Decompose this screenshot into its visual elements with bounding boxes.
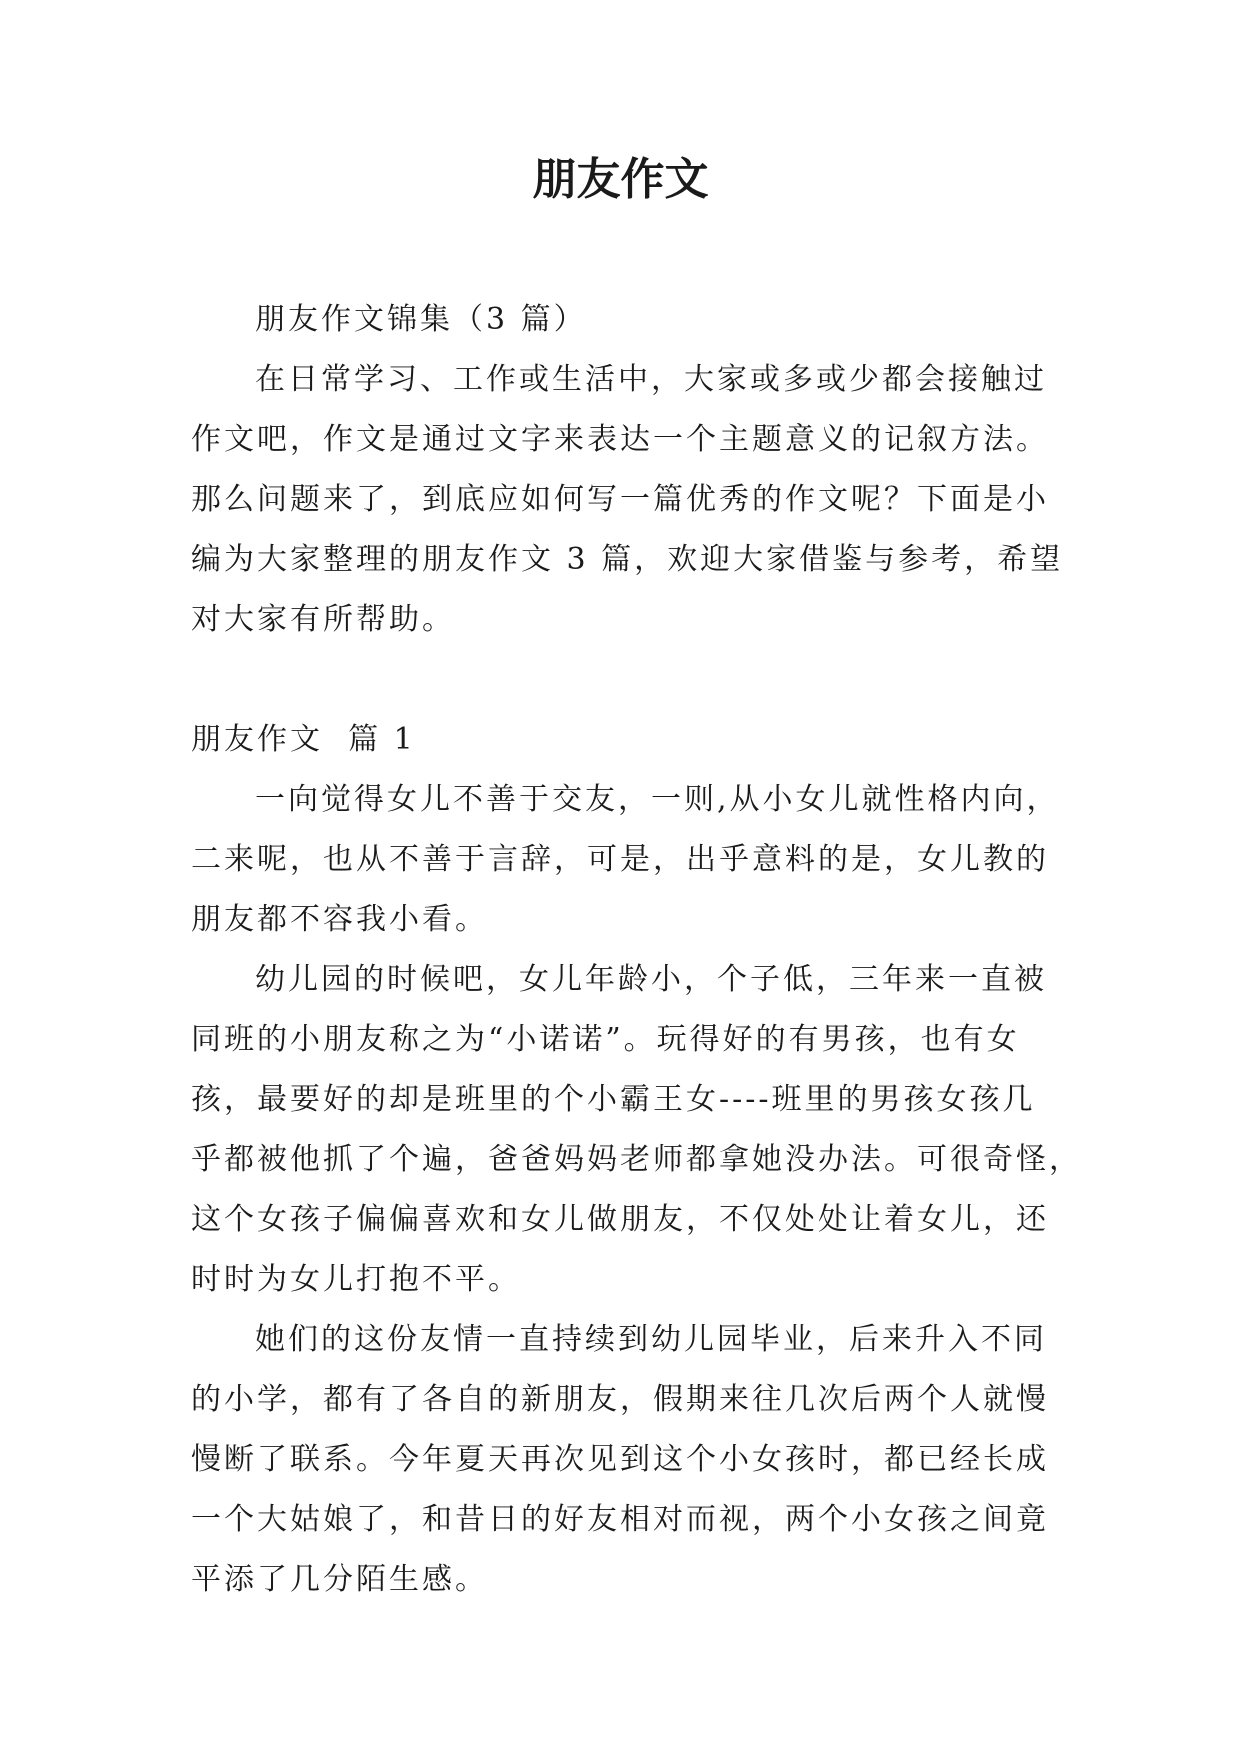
text-line: 慢断了联系。今年夏天再次见到这个小女孩时，都已经长成 <box>191 1442 1049 1477</box>
text-line: 孩，最要好的却是班里的个小霸王女----班里的男孩女孩几 <box>191 1082 1036 1117</box>
text-line: 一个大姑娘了，和昔日的好友相对而视，两个小女孩之间竟 <box>191 1502 1049 1537</box>
text-line: 在日常学习、工作或生活中，大家或多或少都会接触过 <box>255 362 1047 397</box>
section-spacer <box>191 650 1051 710</box>
document-body <box>191 290 1082 1610</box>
text-line: 时时为女儿打抱不平。 <box>191 1262 521 1297</box>
text-line: 一向觉得女儿不善于交友，一则,从小女儿就性格内向， <box>255 782 1060 817</box>
text-line: 乎都被他抓了个遍，爸爸妈妈老师都拿她没办法。可很奇怪， <box>191 1142 1082 1177</box>
text-line: 编为大家整理的朋友作文 3 篇，欢迎大家借鉴与参考，希望 <box>191 542 1064 577</box>
collection-subtitle: 朋友作文锦集（3 篇） <box>255 302 587 337</box>
text-line: 作文吧，作文是通过文字来表达一个主题意义的记叙方法。 <box>191 422 1049 457</box>
text-line: 二来呢，也从不善于言辞，可是，出乎意料的是，女儿教的 <box>191 842 1049 877</box>
text-line: 的小学，都有了各自的新朋友，假期来往几次后两个人就慢 <box>191 1382 1049 1417</box>
text-line: 那么问题来了，到底应如何写一篇优秀的作文呢？下面是小 <box>191 482 1049 517</box>
document-title: 朋友作文 <box>532 154 709 205</box>
intro-paragraph <box>191 350 1064 650</box>
text-line: 这个女孩子偏偏喜欢和女儿做朋友，不仅处处让着女儿，还 <box>191 1202 1049 1237</box>
text-line: 幼儿园的时候吧，女儿年龄小，个子低，三年来一直被 <box>255 962 1047 997</box>
section-paragraph <box>191 1310 1051 1610</box>
section-paragraph <box>191 770 1060 950</box>
text-line: 朋友都不容我小看。 <box>191 902 488 937</box>
section-heading: 朋友作文 篇 1 <box>191 722 416 757</box>
text-line: 她们的这份友情一直持续到幼儿园毕业，后来升入不同 <box>255 1322 1047 1357</box>
text-line: 同班的小朋友称之为“小诺诺”。玩得好的有男孩，也有女 <box>191 1022 1020 1057</box>
section-paragraph <box>191 950 1082 1310</box>
text-line: 平添了几分陌生感。 <box>191 1562 488 1597</box>
text-line: 对大家有所帮助。 <box>191 602 455 637</box>
